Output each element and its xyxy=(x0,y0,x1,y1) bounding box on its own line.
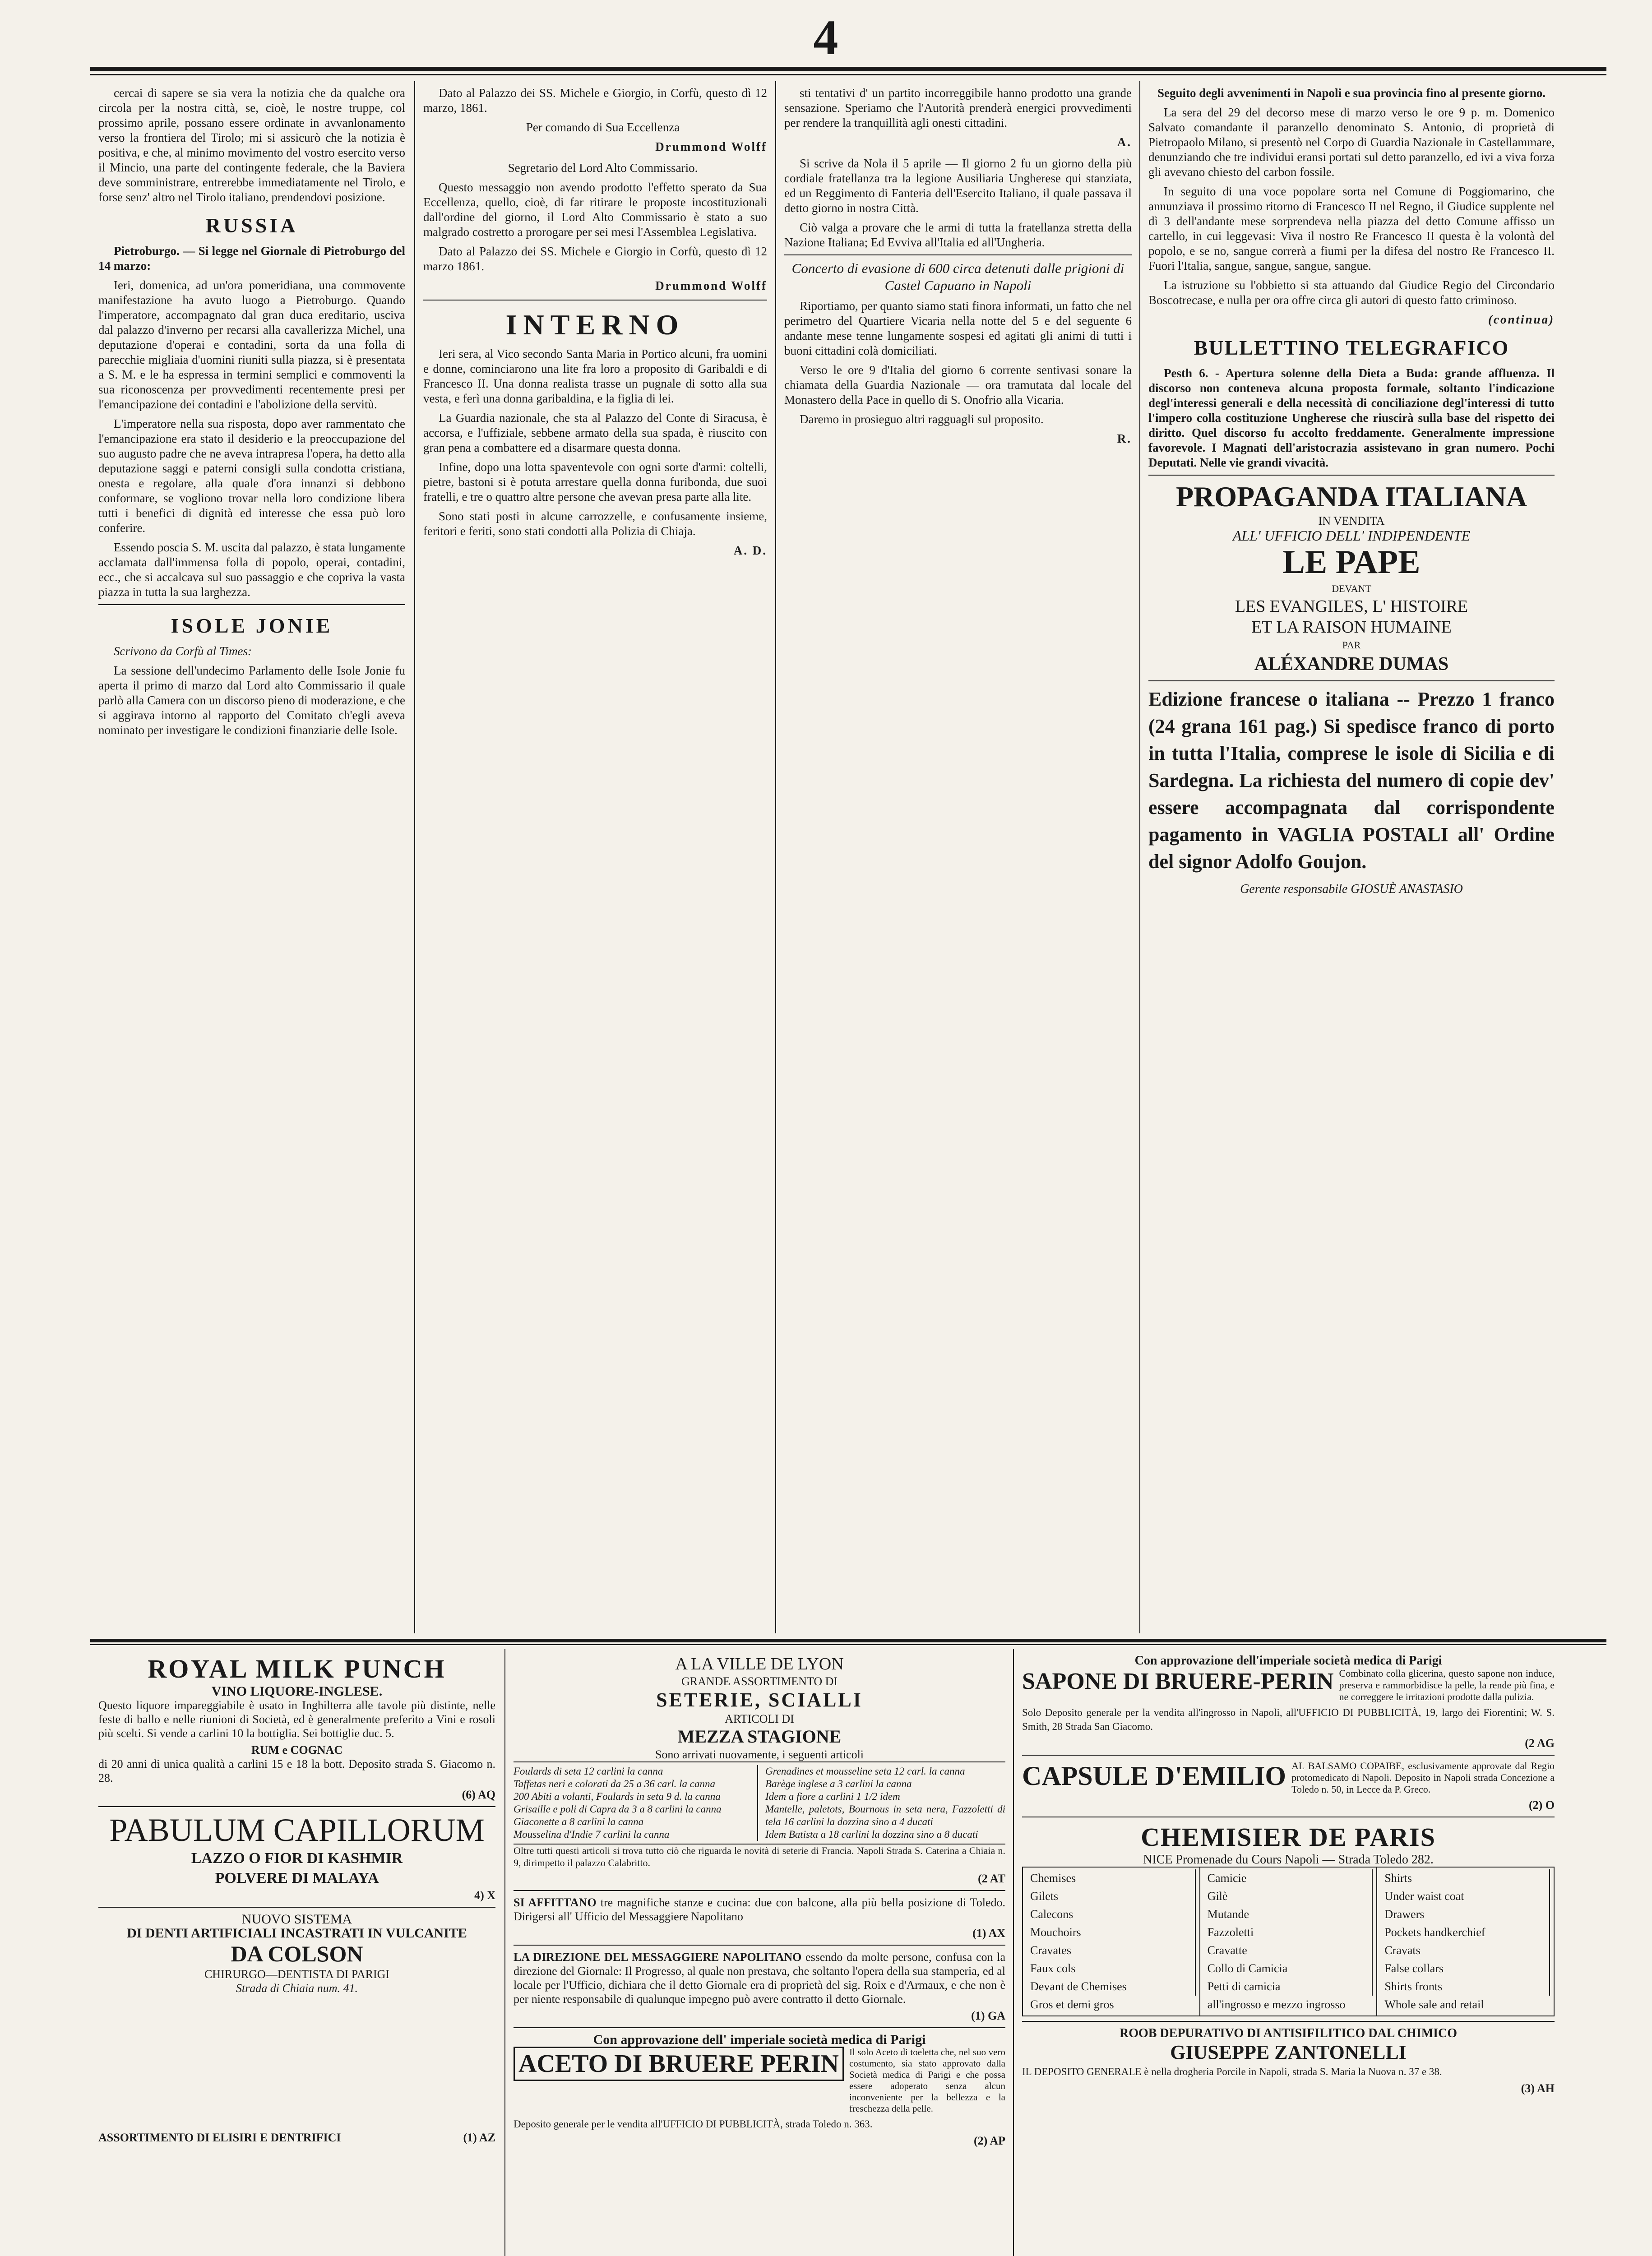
col2-opening: Per comando di Sua Eccellenza xyxy=(526,120,680,134)
interno-paragraph: La Guardia nazionale, che sta al Palazzo del Conte di Siracusa, è accorsa, e l'uffiziale, sebbene armato della sua spada, è riuscito con gran pena a combattere ed a disarmare questa donna. xyxy=(423,411,767,454)
lyon-item: Giaconette a 8 carlini la canna xyxy=(514,1816,644,1827)
concerto-paragraph: Riportiamo, per quanto siamo stati finora informati, un fatto che nel perimetro del Quartiere Vicaria nella notte del 5 e del seguente 6 andante mese tenne lungamente sospesi ed agitati gli animi di tutti i buoni cittadini colà domiciliati. xyxy=(784,299,1132,357)
interno-paragraph: Ieri sera, al Vico secondo Santa Maria in Portico alcuni, fra uomini e donne, cominciarono una lite fra loro a proposito di Garibaldi e di Francesco II. Una donna realista trasse un pugnale di sotto alla sua vesta, e ferì una donna garibaldina, e la figlia di lei. xyxy=(423,347,767,405)
ads-divider xyxy=(1013,1649,1014,2256)
pabulum-title: PABULUM CAPILLORUM xyxy=(109,1812,485,1848)
concerto-heading: Concerto di evasione di 600 circa detenuti dalle prigioni di Castel Capuano in Napoli xyxy=(791,260,1124,293)
rum-title: RUM e COGNAC xyxy=(251,1743,343,1757)
colson-footer: ASSORTIMENTO DI ELISIRI E DENTRIFICI xyxy=(98,2131,341,2144)
divider xyxy=(1148,680,1555,681)
propaganda-le-pape: LE PAPE xyxy=(1282,544,1421,581)
chemisier-item: False collars xyxy=(1381,1960,1550,1978)
colson-head: NUOVO SISTEMA xyxy=(241,1912,352,1927)
lyon-title: A LA VILLE DE LYON xyxy=(675,1655,844,1674)
chemisier-item: Pockets handkerchief xyxy=(1381,1923,1550,1942)
russia-paragraph: Ieri, domenica, ad un'ora pomeridiana, una commovente manifestazione ha avuto luogo a Pietroburgo. Quando l'imperatore, accompagnato dal gran duca ereditario, usciva dal palazzo d'inverno per recarsi alla cavallerizza Michel, una deputazione d'operai e contadini, sorta da una folla di parecchie migliaia d'uomini riuniti sulla piazza, si è presentata a S. M. e le ha espressa in termini semplici e commoventi la sua riconoscenza per provvedimenti recentemente presi per l'emancipazione dei contadini e l'abolizione della servitù. xyxy=(98,278,405,411)
chemisier-item: Cravatte xyxy=(1204,1942,1373,1960)
russia-lead: Pietroburgo. — Si legge nel Giornale di Pietroburgo del 14 marzo: xyxy=(98,244,405,273)
col2-opening: Dato al Palazzo dei SS. Michele e Giorgio, in Corfù, questo dì 12 marzo, 1861. xyxy=(423,86,767,115)
col3-closing: Daremo in prosieguo altri ragguagli sul proposito. xyxy=(800,412,1044,426)
ads-rule-thick xyxy=(90,1639,1606,1642)
affittano-title: SI AFFITTANO xyxy=(514,1896,597,1909)
column-1 xyxy=(98,86,405,1629)
chemisier-item: Drawers xyxy=(1381,1905,1550,1923)
chemisier-item: all'ingrosso e mezzo ingrosso xyxy=(1207,1998,1346,2011)
lyon-item: Taffetas neri e colorati da 25 a 36 carl. la canna xyxy=(514,1778,715,1789)
chemisier-item: Calecons xyxy=(1027,1905,1196,1923)
divider xyxy=(98,604,405,605)
interno-paragraph: Infine, dopo una lotta spaventevole con ogni sorte d'armi: coltelli, pietre, bastoni si è potuta arrestare quella donna furibonda, due suoi fratelli, e tre o quattro altre persone che avevan presa parte alla lite. xyxy=(423,460,767,504)
lyon-articoli: ARTICOLI DI xyxy=(725,1712,794,1725)
divider xyxy=(1022,2021,1555,2022)
continua-label: (continua) xyxy=(1488,313,1555,326)
divider xyxy=(1148,475,1555,476)
concerto-paragraph: Verso le ore 9 d'Italia del giorno 6 corrente sentivasi sonare la chiamata della Guardia Nazionale — ora tramutata dal locale del Monastero della Pace in quello di S. Onofrio alla Vicaria. xyxy=(784,363,1132,407)
capsule-title: CAPSULE D'EMILIO xyxy=(1022,1761,1286,1791)
lyon-item: Mantelle, paletots, Bournous in seta nera, Fazzoletti di tela 16 carlini la dozzina sino a 4 ducati xyxy=(765,1803,1005,1827)
ionie-paragraph: La sessione dell'undecimo Parlamento delle Isole Jonie fu aperta il primo di marzo dal Lord alto Commissario il quale parlò alla Camera con un discorso pieno di moderazione, e che si aggirava intorno al rapporto del Comitato ch'egli aveva nominato per investigare le condizioni finanziarie delle Isole. xyxy=(98,664,405,737)
col4-paragraph: In seguito di una voce popolare sorta nel Comune di Poggiomarino, che annunziava il prossimo ritorno di Francesco II nel Regno, il Giudice supplente nel dì 3 dell'andante mese sorprendeva nella piazza del detto Comune affisso un cartello, in cui leggevasi: Viva il nostro Re Francesco II questa è la volontà del popolo, e se no, sangue correrà a fiumi per la difesa del nostro Re Francesco II. Fuori l'Italia, sangue, sangue, sangue, sangue. xyxy=(1148,185,1555,273)
propaganda-in-vendita: IN VENDITA xyxy=(1318,514,1385,527)
russia-paragraph: L'imperatore nella sua risposta, dopo aver rammentato che l'emancipazione era stato il desiderio e la preoccupazione del suo augusto padre che ne aveva intrapresa l'opera, ha detto alla deputazione saggi e paterni consigli sulla condotta cristiana, onesta e regolare, alla quale d'ora innanzi si debbono conformare, se vogliono trovar nella loro condizione libera tutti i benefici di dignità ed interesse che essa può loro conferire. xyxy=(98,417,405,535)
lyon-item: Foulards di seta 12 carlini la canna xyxy=(514,1766,663,1777)
ad-column-left xyxy=(98,1654,495,2256)
milk-punch-sub: VINO LIQUORE-INGLESE. xyxy=(211,1684,383,1699)
propaganda-par: PAR xyxy=(1342,639,1361,651)
gerente-line: Gerente responsabile GIOSUÈ ANASTASIO xyxy=(1240,882,1463,896)
propaganda-raison: ET LA RAISON HUMAINE xyxy=(1251,618,1452,637)
milk-punch-text: Questo liquore impareggiabile è usato in Inghilterra alle tavole più distinte, nelle feste di ballo e nelle riunioni di Società, ed è generalmente preferito a Vini e rosoli più scelti. Si vende a carlini 10 la bottiglia. Sei bottiglie duc. 5. xyxy=(98,1699,495,1740)
lyon-footer: Oltre tutti questi articoli si trova tutto ciò che riguarda le novità di seterie di Francia. Napoli Strada S. Caterina a Chiaia n. 9, dirimpetto il palazzo Calabritto. xyxy=(514,1845,1005,1868)
propaganda-title: PROPAGANDA ITALIANA xyxy=(1175,481,1527,513)
col1-opening: cercai di sapere se sia vera la notizia che da qualche ora circola per la nostra città, se, cioè, le nostre truppe, col prossimo aprile, possano essere ordinate in avvanlonamento verso la frontiera del Tirolo; mi si assicurò che la notizia è positiva, e che, al minimo movimento del vostro esercito verso il Mincio, una parte del contingente federale, che la Baviera deve somministrare, entrerebbe immediatamente nel Tirolo, e forse senz' altro nel Tirolo italiano, prendendovi posizione. xyxy=(98,86,405,204)
ad-code: 4) X xyxy=(474,1889,495,1902)
divider xyxy=(98,1806,495,1807)
col4-paragraph: La istruzione su l'obbietto si sta attuando dal Giudice Regio del Circondario Boscotrecase, e nulla per ora offre circa gli autori di questo fatto criminoso. xyxy=(1148,278,1555,307)
column-2 xyxy=(423,86,767,1629)
col2-paragraph: Dato al Palazzo dei SS. Michele e Giorgio in Corfù, questo dì 12 marzo 1861. xyxy=(423,245,767,273)
signature: Drummond Wolff xyxy=(655,140,767,153)
col4-paragraph: La sera del 29 del decorso mese di marzo verso le ore 9 p. m. Domenico Salvato comandante il paranzello denominato S. Antonio, di proprietà di Pietropaolo Milano, si presentò nel Corpo di Guardia Nazionale in Castellammare, denunziando che tre individui eransi portati sul detto paranzello, ed ivi a viva forza gli avevano chiesto del carbon fossile. xyxy=(1148,106,1555,179)
initials: R. xyxy=(1117,432,1132,445)
lyon-stagione: MEZZA STAGIONE xyxy=(677,1726,842,1747)
propaganda-ufficio: ALL' UFFICIO DELL' INDIPENDENTE xyxy=(1232,527,1471,544)
milk-punch-title: ROYAL MILK PUNCH xyxy=(148,1654,446,1683)
chemisier-item: Faux cols xyxy=(1027,1960,1196,1978)
chemisier-item: Camicie xyxy=(1204,1869,1373,1887)
pabulum-polvere: POLVERE DI MALAYA xyxy=(215,1870,379,1886)
bullettino-text: Pesth 6. - Apertura solenne della Dieta a Buda: grande affluenza. Il discorso non conteneva alcuna proposta formale, soltanto l'indicazione degl'interessi generali e della necessità di conciliazione degl'interessi di tutto l'impero colla costituzione Ungherese che riuscirà sulla base del rispetto dei diritto. Quel discorso fu accolto freddamente. Generalmente impressione favorevole. I Magnati dell'aristocrazia assistevano in gran numero. Pochi Deputati. Nelle vie grandi vivacità. xyxy=(1148,366,1555,469)
ads-rule-thin xyxy=(90,1644,1606,1645)
lyon-item: Grenadines et mousseline seta 12 carl. la canna xyxy=(765,1766,965,1777)
chemisier-item: Fazzoletti xyxy=(1204,1923,1373,1942)
chemisier-item: Cravats xyxy=(1381,1942,1550,1960)
column-4 xyxy=(1148,86,1555,1629)
propaganda-author: ALÉXANDRE DUMAS xyxy=(1254,654,1449,675)
colson-address: Strada di Chiaia num. 41. xyxy=(236,1982,358,1995)
initials: A. D. xyxy=(733,544,767,557)
chemisier-item: Chemises xyxy=(1027,1869,1196,1887)
bullettino-heading: BULLETTINO TELEGRAFICO xyxy=(1194,336,1509,359)
divider xyxy=(98,1907,495,1908)
chemisier-col-it xyxy=(1200,1868,1378,2016)
chemisier-item: Mutande xyxy=(1204,1905,1373,1923)
divider xyxy=(784,254,1132,255)
russia-heading: RUSSIA xyxy=(205,214,298,237)
ad-column-right xyxy=(1022,1654,1555,2256)
propaganda-devant: DEVANT xyxy=(1332,583,1371,594)
ads-divider xyxy=(504,1649,505,2256)
lyon-item: Barège inglese a 3 carlini la canna xyxy=(765,1778,912,1789)
divider xyxy=(514,1945,1005,1946)
lyon-sub: GRANDE ASSORTIMENTO DI xyxy=(681,1675,838,1688)
ad-code: (2) AP xyxy=(973,2134,1005,2147)
ad-code: (1) AX xyxy=(972,1927,1005,1940)
propaganda-evangiles: LES EVANGILES, L' HISTOIRE xyxy=(1235,597,1468,616)
sapone-title: SAPONE DI BRUERE-PERIN xyxy=(1022,1669,1334,1694)
chemisier-item: Mouchoirs xyxy=(1027,1923,1196,1942)
column-divider xyxy=(414,81,415,1633)
rob-text: IL DEPOSITO GENERALE è nella drogheria Porcile in Napoli, strada S. Maria la Nuova n. 37 e 38. xyxy=(1022,2066,1442,2077)
chemisier-item: Petti di camicia xyxy=(1204,1978,1373,1996)
ionie-heading: ISOLE JONIE xyxy=(171,614,333,637)
direzione-text: essendo da molte persone, confusa con la direzione del Giornale: Il Progresso, al quale non prestava, che soltanto l'opera della sua stamperia, ed al locale per l'Ufficio, dichiara che il detto Giornale era di proprietà del sig. Roix e d'Armaux, e che non è per niente responsabile di qualunque impegno può avere contratto il detto Giornale. xyxy=(514,1951,1005,2006)
ad-code: (1) GA xyxy=(971,2009,1005,2022)
affittano-text: tre magnifiche stanze e cucina: due con balcone, alla più bella posizione di Toledo. Dirigersi all' Ufficio del Messaggiere Napolitano xyxy=(514,1896,1005,1923)
ad-code: (2) O xyxy=(1528,1798,1555,1812)
lyon-item: 200 Abiti a volanti, Foulards in seta 9 d. la canna xyxy=(514,1791,721,1802)
lyon-item: Grisaille e poli di Capra da 3 a 8 carlini la canna xyxy=(514,1803,722,1815)
signature: Drummond Wolff xyxy=(655,279,767,292)
aceto-address: Deposito generale per le vendita all'UFFICIO DI PUBBLICITÀ, strada Toledo n. 363. xyxy=(514,2118,873,2130)
ad-code: (1) AZ xyxy=(463,2131,495,2144)
interno-heading: INTERNO xyxy=(505,309,685,341)
chemisier-item: Gilets xyxy=(1027,1887,1196,1905)
chemisier-item: Whole sale and retail xyxy=(1384,1998,1484,2011)
lyon-items xyxy=(514,1761,1005,1845)
sapone-text: Combinato colla glicerina, questo sapone non induce, preserva e rammorbidisce la pelle, la rende più fina, e ne correggere le irritazioni prodotte dalla pulizia. xyxy=(1339,1668,1555,1702)
chemisier-table xyxy=(1022,1867,1555,2016)
col3-paragraph: Ciò valga a provare che le armi di tutta la fratellanza stretta della Nazione Italiana; Ed Evviva all'Italia ed all'Ungheria. xyxy=(784,221,1132,249)
russia-paragraph: Essendo poscia S. M. uscita dal palazzo, è stata lungamente acclamata dall'immensa folla di popolo, operai, contadini, ecc., che si accalcava sul suo passaggio e che copriva la vasta piazza in tutta la sua larghezza. xyxy=(98,541,405,599)
secretary-line: Segretario del Lord Alto Commissario. xyxy=(508,161,698,175)
lyon-item: Idem a fiore a carlini 1 1/2 idem xyxy=(765,1791,900,1802)
aceto-approval: Con approvazione dell' imperiale società medica di Parigi xyxy=(593,2032,926,2047)
lyon-item: Idem Batista a 18 carlini la dozzina sino a 8 ducati xyxy=(765,1829,978,1840)
chemisier-item: Devant de Chemises xyxy=(1027,1978,1196,1996)
chemisier-item: Cravates xyxy=(1027,1942,1196,1960)
colson-sub: DI DENTI ARTIFICIALI INCASTRATI IN VULCANITE xyxy=(127,1926,467,1941)
chemisier-col-fr xyxy=(1023,1868,1200,2016)
col2-paragraph: Questo messaggio non avendo prodotto l'effetto sperato da Sua Eccellenza, quello, cioè, di far ritirare le proposte incostituzionali dall'ordine del giorno, il Lord Alto Commissario è stato a suo malgrado costretto a prorogare per sei mesi l'Assemblea Legislativa. xyxy=(423,180,767,239)
pabulum-lazzo: LAZZO O FIOR DI KASHMIR xyxy=(191,1850,403,1867)
page-number: 4 xyxy=(813,10,838,65)
chemisier-item: Gros et demi gros xyxy=(1030,1998,1114,2011)
chemisier-sub: NICE Promenade du Cours Napoli — Strada Toledo 282. xyxy=(1143,1853,1434,1867)
lyon-arrivati: Sono arrivati nuovamente, i seguenti articoli xyxy=(655,1748,864,1761)
ad-code: (2 AT xyxy=(978,1872,1005,1885)
ad-code: (3) AH xyxy=(1521,2082,1555,2095)
chemisier-item: Shirts fronts xyxy=(1381,1978,1550,1996)
divider xyxy=(514,2027,1005,2028)
chemisier-col-en xyxy=(1377,1868,1554,2016)
col3-opening: sti tentativi d' un partito incorreggibile hanno prodotto una grande sensazione. Speriamo che l'Autorità prenderà energici provvedimenti per rendere la tranquillità agli onesti cittadini. xyxy=(784,86,1132,129)
propaganda-body: Edizione francese o italiana -- Prezzo 1 franco (24 grana 161 pag.) Si spedisce franco di porto in tutta l'Italia, comprese le isole di Sicilia e di Sardegna. La richiesta del numero di copie dev' essere accompagnata dal corrispondente pagamento in VAGLIA POSTALI all' Ordine del signor Adolfo Goujon. xyxy=(1148,688,1555,873)
colson-name: DA COLSON xyxy=(231,1941,363,1966)
lyon-item: Mousselina d'Indie 7 carlini la canna xyxy=(514,1829,670,1840)
ad-code: (6) AQ xyxy=(462,1788,495,1801)
chemisier-item: Collo di Camicia xyxy=(1204,1960,1373,1978)
interno-paragraph: Sono stati posti in alcune carrozzelle, e confusamente insieme, feritori e feriti, sono stati condotti alla Polizia di Chiaja. xyxy=(423,509,767,538)
aceto-title: ACETO DI BRUERE PERIN xyxy=(514,2047,844,2081)
aceto-text: Il solo Aceto di toeletta che, nel suo vero costumento, sia stato approvato dalla Società medica di Parigi e che possa essere adoperato senza alcun inconveniente per la bellezza e la freschezza della pelle. xyxy=(849,2047,1005,2114)
header-rule-thick xyxy=(90,67,1606,71)
chemisier-item: Gilè xyxy=(1204,1887,1373,1905)
chemisier-item: Shirts xyxy=(1381,1869,1550,1887)
col3-paragraph: Si scrive da Nola il 5 aprile — Il giorno 2 fu un giorno della più cordiale fratellanza tra la legione Ausiliaria Ungherese qui stanziata, ed un Reggimento di Fanteria dell'Esercito Italiano, il quale passava il detto giorno in nostra Città. xyxy=(784,157,1132,215)
sapone-approval: Con approvazione dell'imperiale società medica di Parigi xyxy=(1134,1654,1442,1668)
chemisier-title: CHEMISIER DE PARIS xyxy=(1141,1822,1436,1852)
initials: A. xyxy=(1117,135,1132,149)
ad-code: (2 AG xyxy=(1525,1737,1555,1750)
chemisier-item: Under waist coat xyxy=(1381,1887,1550,1905)
rum-text: di 20 anni di unica qualità a carlini 15 e 18 la bott. Deposito strada S. Giacomo n. 28. xyxy=(98,1757,495,1784)
direzione-title: LA DIREZIONE DEL MESSAGGIERE NAPOLITANO xyxy=(514,1951,802,1964)
colson-role: CHIRURGO—DENTISTA DI PARIGI xyxy=(204,1968,390,1981)
column-divider xyxy=(1139,81,1140,1633)
rob-line1: ROOB DEPURATIVO DI ANTISIFILITICO DAL CHIMICO xyxy=(1119,2026,1458,2040)
ionie-lead: Scrivono da Corfù al Times: xyxy=(114,644,252,658)
sapone-address: Solo Deposito generale per la vendita all'ingrosso in Napoli, all'UFFICIO DI PUBBLICITÀ, 19, largo dei Fiorentini; W. S. Smith, 28 Strada San Giacomo. xyxy=(1022,1707,1555,1732)
column-3 xyxy=(784,86,1132,1629)
header-rule-thin xyxy=(90,74,1606,75)
lyon-big: SETERIE, SCIALLI xyxy=(656,1689,863,1711)
column-divider xyxy=(775,81,776,1633)
divider xyxy=(1022,1755,1555,1756)
ad-column-middle xyxy=(514,1654,1005,2256)
seguito-heading: Seguito degli avvenimenti in Napoli e sua provincia fino al presente giorno. xyxy=(1157,86,1546,100)
rob-line2: GIUSEPPE ZANTONELLI xyxy=(1170,2041,1407,2063)
propaganda-ad xyxy=(1148,480,1555,875)
divider xyxy=(514,1890,1005,1891)
capsule-text: AL BALSAMO COPAIBE, esclusivamente approvate dal Regio protomedicato di Napoli. Deposito in Napoli strada Concezione a Toledo n. 50, in Lecce da P. Greco. xyxy=(1291,1760,1555,1795)
